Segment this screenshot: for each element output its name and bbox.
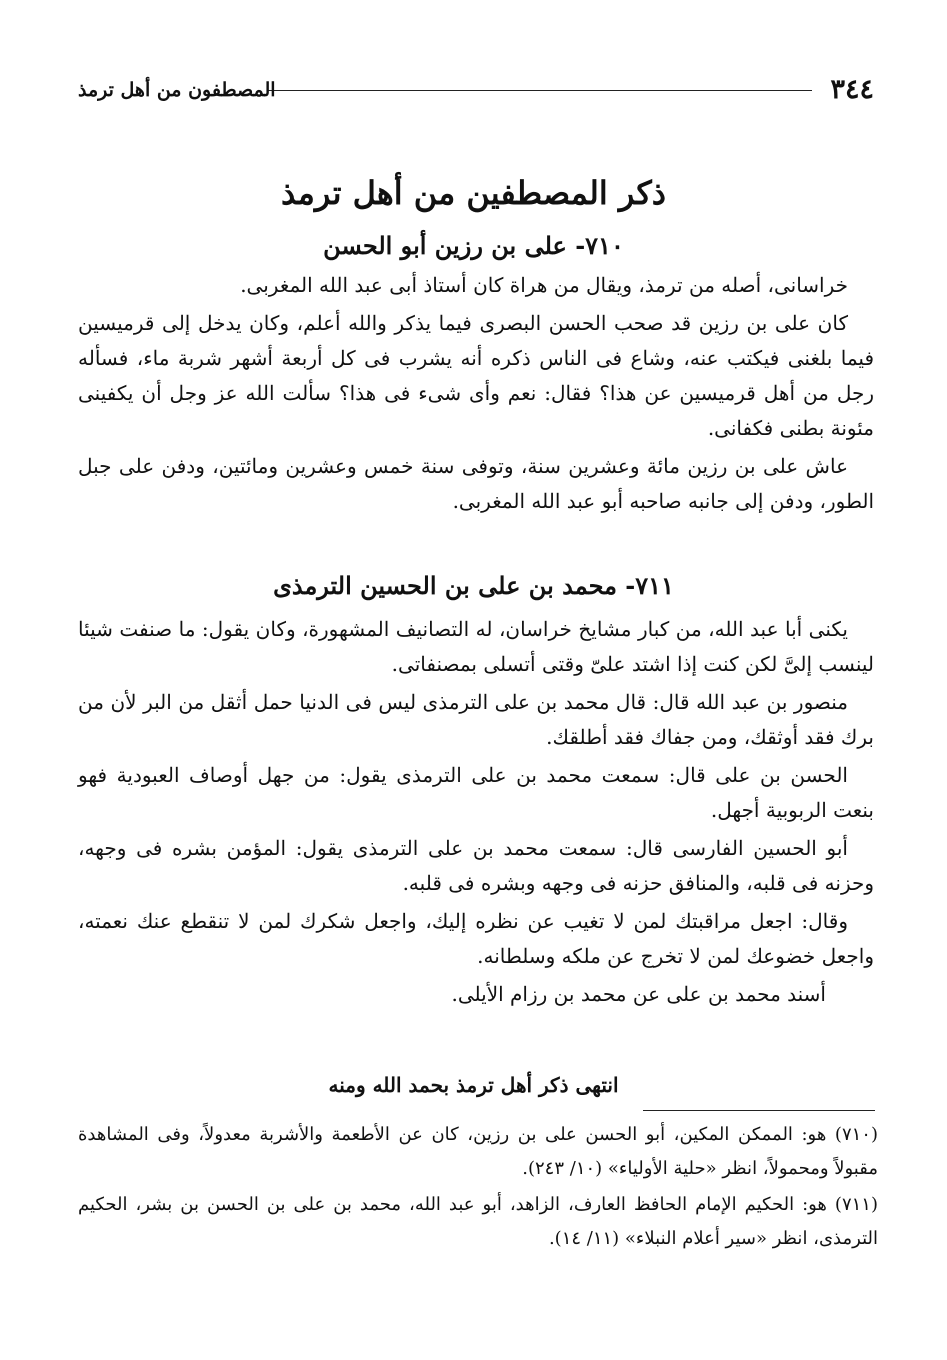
- entry-711-paragraph: الحسن بن على قال: سمعت محمد بن على الترمذى يقول: من جهل أوصاف العبودية فهو بنعت الربوبية أجهل.: [78, 763, 874, 822]
- entry-710-paragraph: عاش على بن رزين مائة وعشرين سنة، وتوفى سنة خمس وعشرين ومائتين، ودفن على جبل الطور، ودفن إلى جانبه صاحبه أبو عبد الله المغربى.: [78, 454, 874, 513]
- entry-710-paragraph: كان على بن رزين قد صحب الحسن البصرى فيما يذكر والله أعلم، وكان يدخل إلى قرميسين فيما بلغنى فيكتب عنه، وشاع فى الناس ذكره أنه يشرب فى كل أربعة أشهر شربة ماء، فسأله رجل من أهل قرميسين عن هذا؟ فقال: نعم وأى شىء فى هذا؟ سألت الله عز وجل أن يكفينى مئونة بطنى فكفانى.: [78, 311, 874, 440]
- page-header: [78, 72, 874, 108]
- entry-710-heading: ٧١٠- على بن رزين أبو الحسن: [323, 231, 624, 260]
- entry-711-paragraph: أسند محمد بن على عن محمد بن رزام الأيلى.: [451, 982, 826, 1006]
- closing-line: انتهى ذكر أهل ترمذ بحمد الله ومنه: [328, 1073, 619, 1097]
- entry-711-paragraph: وقال: اجعل مراقبتك لمن لا تغيب عن نظره إليك، واجعل شكرك لمن لا تنقطع عنك نعمته، واجعل خضوعك لمن لا تخرج عن ملكه وسلطانه.: [78, 909, 874, 968]
- entry-711-paragraph: يكنى أبا عبد الله، من كبار مشايخ خراسان، له التصانيف المشهورة، وكان يقول: ما صنفت شيئا لينسب إلىَّ لكن كنت إذا اشتد علىّ وقتى أتسلى بمصنفاتى.: [78, 617, 874, 676]
- entry-710-paragraph: خراسانى، أصله من ترمذ، ويقال من هراة كان أستاذ أبى عبد الله المغربى.: [240, 273, 848, 297]
- page-number: ٣٤٤: [830, 74, 874, 105]
- entry-711-paragraph: منصور بن عبد الله قال: قال محمد بن على الترمذى ليس فى الدنيا حمل أثقل من البر لأن من برك فقد أوثقك، ومن جفاك فقد أطلقك.: [78, 690, 874, 749]
- entry-710-body: [78, 268, 874, 522]
- footnotes: [78, 1118, 878, 1258]
- entry-711-heading: ٧١١- محمد بن على بن الحسين الترمذى: [273, 571, 674, 600]
- chapter-title: ذكر المصطفين من أهل ترمذ: [280, 174, 667, 212]
- entry-711-body: [78, 612, 874, 1015]
- header-rule: [268, 90, 812, 91]
- entry-711-paragraph: أبو الحسين الفارسى قال: سمعت محمد بن على الترمذى يقول: المؤمن بشره فى وجهه، وحزنه فى قلبه، والمنافق حزنه فى وجهه وبشره فى قلبه.: [78, 836, 874, 895]
- footnote-rule: [643, 1110, 875, 1111]
- footnote-711: (٧١١) هو: الحكيم الإمام الحافظ العارف، الزاهد، أبو عبد الله، محمد بن على بن الحسن بن بشر، الحكيم الترمذى، انظر «سير أعلام النبلاء» (١١/ ١٤).: [78, 1194, 878, 1249]
- footnote-710: (٧١٠) هو: الممكن المكين، أبو الحسن على بن رزين، كان عن الأطعمة والأشربة معدولاً، وفى المشاهدة مقبولاً ومحمولاً، انظر «حلية الأولياء» (١٠/ ٢٤٣).: [78, 1124, 878, 1179]
- running-title: المصطفون من أهل ترمذ: [78, 79, 276, 101]
